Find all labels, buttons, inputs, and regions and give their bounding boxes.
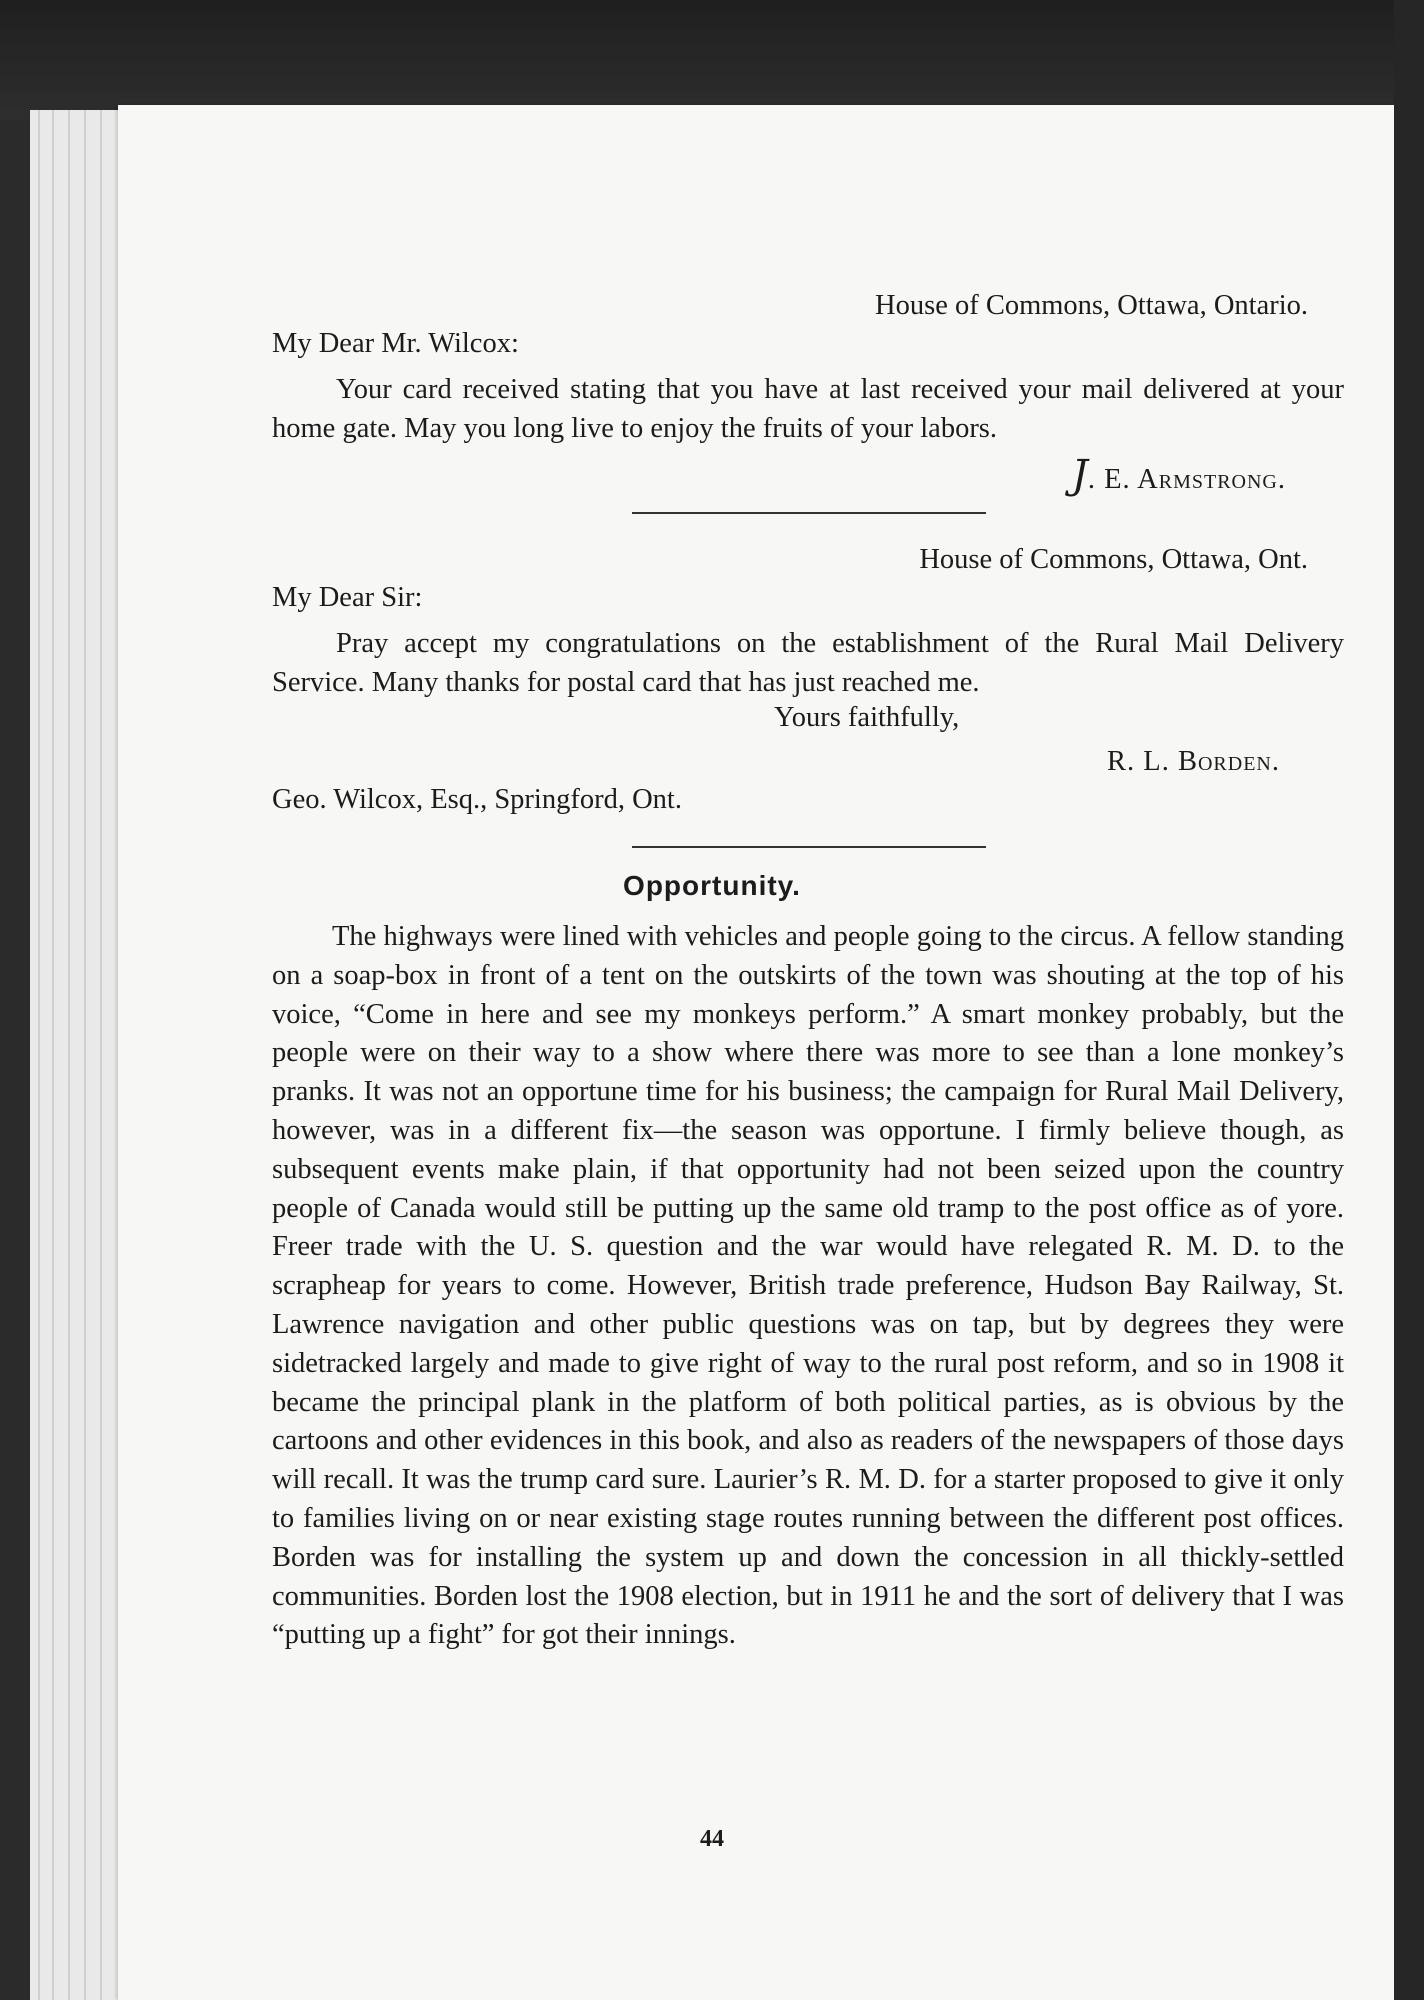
letter-2-signature: R. L. Borden. (1107, 746, 1280, 777)
letter-2-body: Pray accept my congratulations on the establishment of the Rural Mail Delivery Service. Many thanks for postal card that has just reached me. (272, 628, 1344, 698)
section-body-wrap (272, 918, 1344, 1655)
page-edge (52, 110, 54, 2000)
letter-2-recipient: Geo. Wilcox, Esq., Springford, Ont. (272, 784, 682, 815)
letter-1-body: Your card received stating that you have at last received your mail delivered at your home gate. May you long live to enjoy the fruits of your labors. (272, 374, 1344, 444)
divider-rule (632, 512, 986, 514)
letter-1-body-wrap (272, 370, 1344, 448)
scan-backdrop-right (1394, 0, 1424, 2000)
section-heading: Opportunity. (623, 870, 801, 901)
page-edge (68, 110, 70, 2000)
letter-1-salutation: My Dear Mr. Wilcox: (272, 328, 519, 359)
letter-1-signature (1072, 452, 1286, 498)
page-number: 44 (700, 1826, 724, 1852)
page-edge (38, 110, 40, 2000)
letter-2-body-wrap (272, 624, 1344, 702)
page-edge (84, 110, 86, 2000)
section-body: The highways were lined with vehicles and people going to the circus. A fellow standing on a soap-box in front of a tent on the outskirts of the town was shouting at the top of his voice, “Come in here and see my monkeys perform.” A smart monkey probably, but the people were on their way to a show where there was more to see than a lone monkey’s pranks. It was not an opportune time for his business; the campaign for Rural Mail Delivery, however, was in a different fix—the season was opportune. I firmly believe though, as subsequent events make plain, if that opportunity had not been seized upon the country people of Canada would still be putting up the same old tramp to the post office as of yore. Freer trade with the U. S. question and the war would have relegated R. M. D. to the scrapheap for years to come. However, British trade preference, Hudson Bay Railway, St. Lawrence navigation and other public questions was on tap, but by degrees they were sidetracked largely and made to give right of way to the rural post reform, and so in 1908 it became the principal plank in the platform of both political parties, as is obvious by the cartoons and other evidences in this book, and also as readers of the newspapers of those days will recall. It was the trump card sure. Laurier’s R. M. D. for a starter proposed to give it only to families living on or near existing stage routes running between the different post offices. Borden was for installing the system up and down the concession in all thickly-settled communities. Borden lost the 1908 election, but in 1911 he and the sort of delivery that I was “putting up a fight” for got their innings. (272, 921, 1344, 1651)
letter-1-signature-initial: J (1071, 452, 1088, 498)
scan-backdrop-top (0, 0, 1424, 120)
letter-2-closing: Yours faithfully, (774, 702, 960, 733)
letter-1-address: House of Commons, Ottawa, Ontario. (875, 290, 1308, 321)
letter-2-salutation: My Dear Sir: (272, 582, 423, 613)
letter-1-signature-name: . E. Armstrong. (1087, 464, 1286, 495)
letter-2-address: House of Commons, Ottawa, Ont. (919, 544, 1308, 575)
page-edge (100, 110, 102, 2000)
divider-rule (632, 846, 986, 848)
